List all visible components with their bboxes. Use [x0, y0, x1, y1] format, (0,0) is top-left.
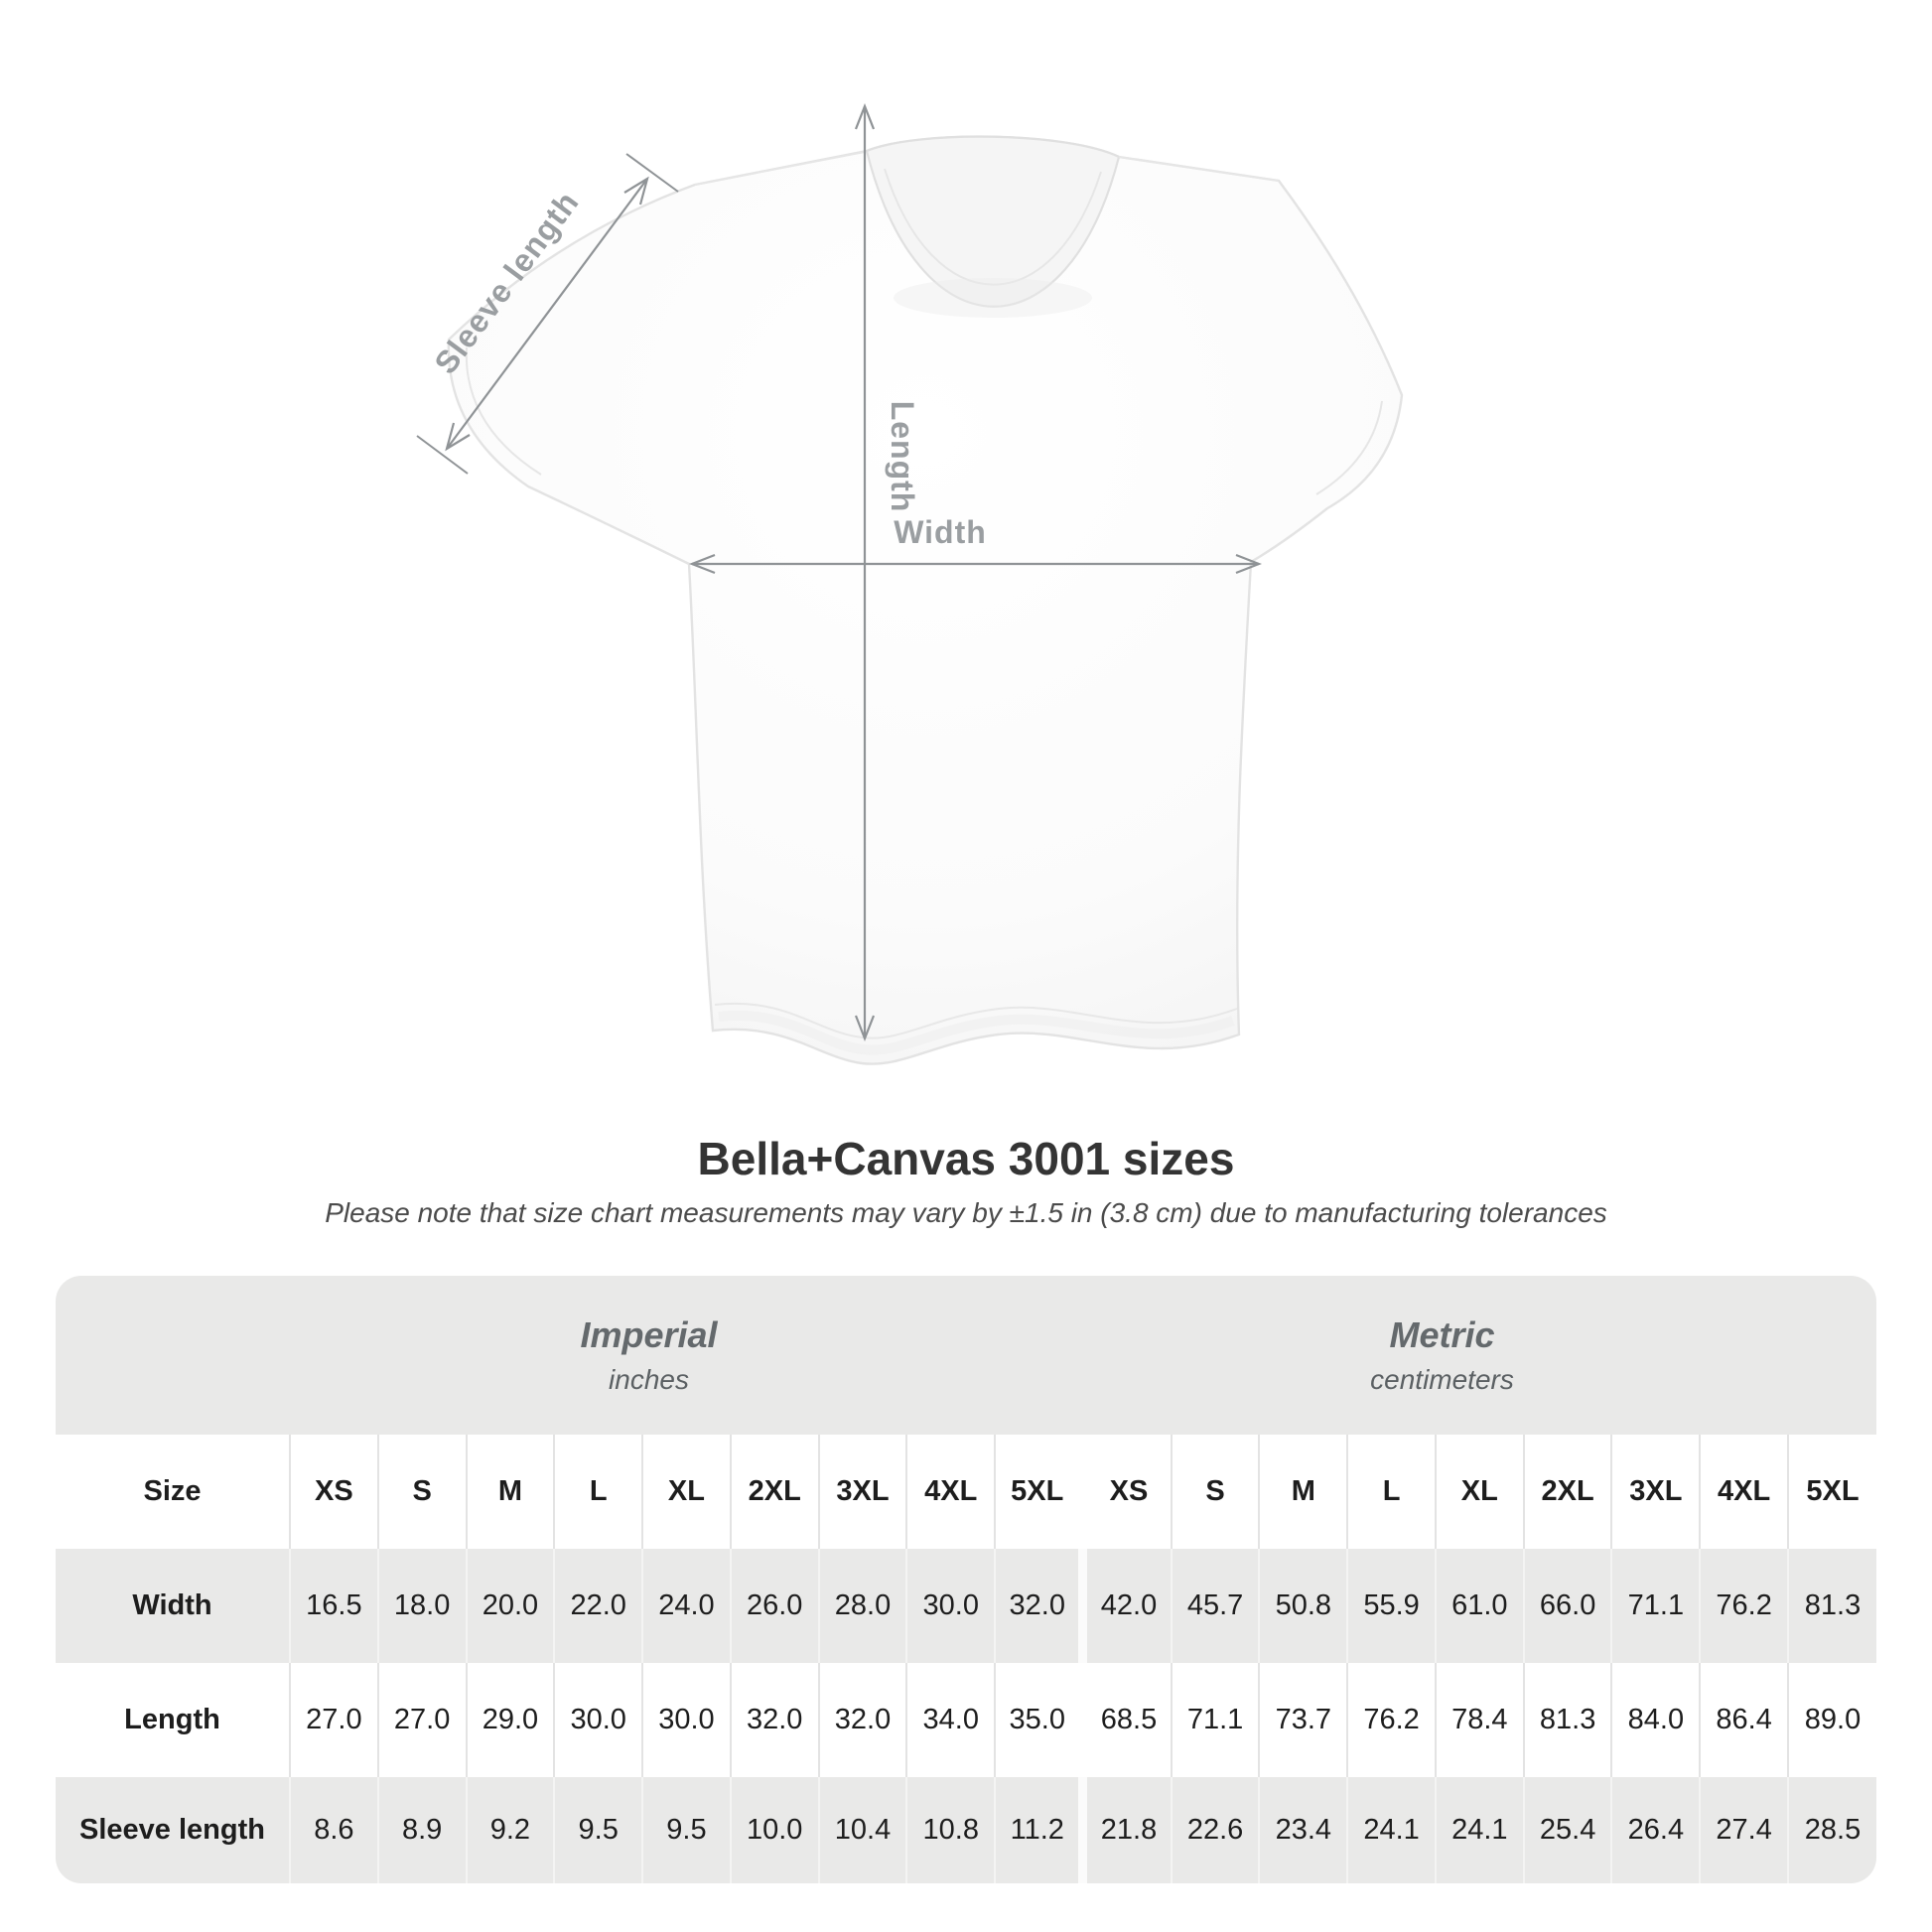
value-cell: 9.5 — [642, 1777, 731, 1883]
value-cell: 76.2 — [1347, 1663, 1436, 1777]
size-header-imperial-m: M — [467, 1435, 555, 1549]
size-header-metric-5xl: 5XL — [1788, 1435, 1876, 1549]
value-cell: 71.1 — [1172, 1663, 1260, 1777]
value-cell: 50.8 — [1259, 1549, 1347, 1663]
size-column-label: Size — [56, 1435, 290, 1549]
value-cell: 66.0 — [1524, 1549, 1612, 1663]
value-cell: 32.0 — [731, 1663, 819, 1777]
value-cell: 24.1 — [1347, 1777, 1436, 1883]
value-cell: 28.5 — [1788, 1777, 1876, 1883]
value-cell: 30.0 — [554, 1663, 642, 1777]
value-cell: 9.2 — [467, 1777, 555, 1883]
value-cell: 9.5 — [554, 1777, 642, 1883]
value-cell: 22.0 — [554, 1549, 642, 1663]
value-cell: 68.5 — [1083, 1663, 1172, 1777]
value-cell: 26.0 — [731, 1549, 819, 1663]
metric-title: Metric — [1389, 1314, 1495, 1355]
value-cell: 24.1 — [1436, 1777, 1524, 1883]
width-row-label: Width — [56, 1549, 290, 1663]
value-cell: 27.0 — [378, 1663, 467, 1777]
tolerance-note: Please note that size chart measurements may vary by ±1.5 in (3.8 cm) due to manufacturing tolerances — [325, 1197, 1607, 1228]
value-cell: 34.0 — [906, 1663, 995, 1777]
value-cell: 29.0 — [467, 1663, 555, 1777]
value-cell: 81.3 — [1524, 1663, 1612, 1777]
value-cell: 24.0 — [642, 1549, 731, 1663]
size-chart-table — [56, 1276, 1876, 1883]
value-cell: 76.2 — [1700, 1549, 1788, 1663]
value-cell: 10.8 — [906, 1777, 995, 1883]
value-cell: 16.5 — [290, 1549, 378, 1663]
width-row — [56, 1549, 1876, 1663]
value-cell: 23.4 — [1259, 1777, 1347, 1883]
tshirt-image — [449, 137, 1402, 1064]
size-header-metric-2xl: 2XL — [1524, 1435, 1612, 1549]
page-title: Bella+Canvas 3001 sizes — [697, 1133, 1235, 1184]
size-header-metric-l: L — [1347, 1435, 1436, 1549]
value-cell: 21.8 — [1083, 1777, 1172, 1883]
value-cell: 30.0 — [642, 1663, 731, 1777]
metric-unit: centimeters — [1370, 1364, 1514, 1395]
value-cell: 30.0 — [906, 1549, 995, 1663]
size-header-row — [56, 1435, 1876, 1549]
value-cell: 86.4 — [1700, 1663, 1788, 1777]
size-header-imperial-xs: XS — [290, 1435, 378, 1549]
size-header-imperial-5xl: 5XL — [995, 1435, 1083, 1549]
size-header-metric-m: M — [1259, 1435, 1347, 1549]
units-header-row — [56, 1276, 1876, 1435]
value-cell: 84.0 — [1611, 1663, 1700, 1777]
imperial-unit: inches — [609, 1364, 689, 1395]
size-header-metric-xs: XS — [1083, 1435, 1172, 1549]
size-header-metric-4xl: 4XL — [1700, 1435, 1788, 1549]
units-header-spacer — [56, 1276, 290, 1435]
value-cell: 71.1 — [1611, 1549, 1700, 1663]
size-header-imperial-2xl: 2XL — [731, 1435, 819, 1549]
value-cell: 32.0 — [819, 1663, 907, 1777]
value-cell: 45.7 — [1172, 1549, 1260, 1663]
value-cell: 25.4 — [1524, 1777, 1612, 1883]
size-header-metric-xl: XL — [1436, 1435, 1524, 1549]
length-row — [56, 1663, 1876, 1777]
size-header-metric-s: S — [1172, 1435, 1260, 1549]
value-cell: 26.4 — [1611, 1777, 1700, 1883]
value-cell: 10.0 — [731, 1777, 819, 1883]
value-cell: 32.0 — [995, 1549, 1083, 1663]
size-header-imperial-l: L — [554, 1435, 642, 1549]
value-cell: 78.4 — [1436, 1663, 1524, 1777]
size-header-imperial-s: S — [378, 1435, 467, 1549]
sleeve-length-row — [56, 1777, 1876, 1883]
imperial-title: Imperial — [580, 1314, 718, 1355]
imperial-header — [290, 1276, 1008, 1435]
sleeve-length-label: Sleeve length — [427, 184, 586, 381]
value-cell: 8.9 — [378, 1777, 467, 1883]
value-cell: 27.4 — [1700, 1777, 1788, 1883]
value-cell: 10.4 — [819, 1777, 907, 1883]
value-cell: 22.6 — [1172, 1777, 1260, 1883]
length-row-label: Length — [56, 1663, 290, 1777]
sleeve-length-row-label: Sleeve length — [56, 1777, 290, 1883]
size-header-metric-3xl: 3XL — [1611, 1435, 1700, 1549]
value-cell: 61.0 — [1436, 1549, 1524, 1663]
width-label: Width — [894, 514, 987, 550]
value-cell: 55.9 — [1347, 1549, 1436, 1663]
measurements-grid — [56, 1435, 1876, 1883]
value-cell: 35.0 — [995, 1663, 1083, 1777]
length-label: Length — [885, 400, 920, 513]
size-header-imperial-xl: XL — [642, 1435, 731, 1549]
size-header-imperial-3xl: 3XL — [819, 1435, 907, 1549]
value-cell: 28.0 — [819, 1549, 907, 1663]
value-cell: 18.0 — [378, 1549, 467, 1663]
metric-header — [1008, 1276, 1876, 1435]
value-cell: 81.3 — [1788, 1549, 1876, 1663]
value-cell: 8.6 — [290, 1777, 378, 1883]
value-cell: 20.0 — [467, 1549, 555, 1663]
value-cell: 89.0 — [1788, 1663, 1876, 1777]
value-cell: 73.7 — [1259, 1663, 1347, 1777]
size-header-imperial-4xl: 4XL — [906, 1435, 995, 1549]
value-cell: 11.2 — [995, 1777, 1083, 1883]
value-cell: 27.0 — [290, 1663, 378, 1777]
value-cell: 42.0 — [1083, 1549, 1172, 1663]
